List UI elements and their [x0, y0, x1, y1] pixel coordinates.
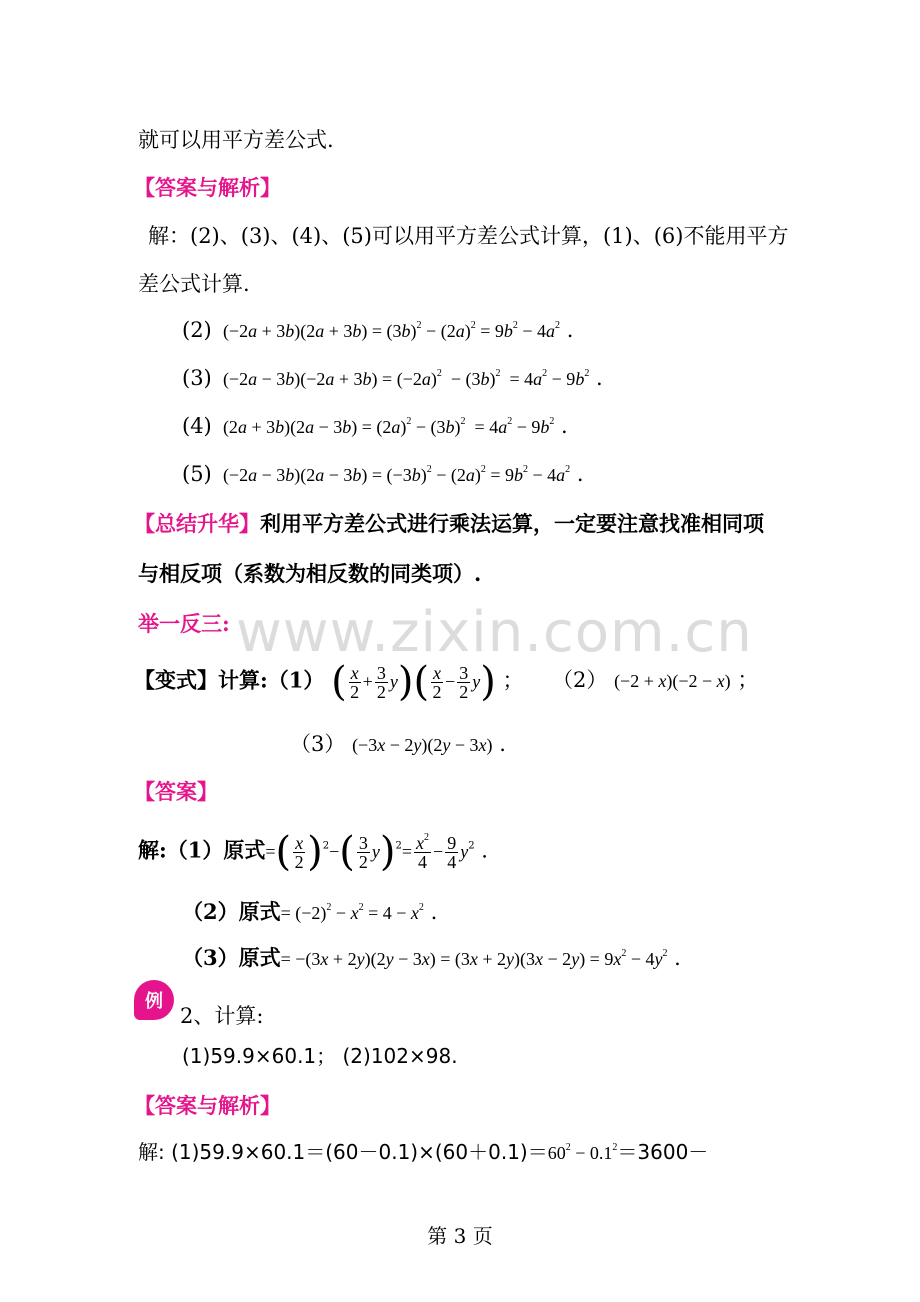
answer-analysis-heading-2: 【答案与解析】: [134, 1093, 281, 1118]
answer-1-label: 解:（1）原式: [138, 837, 266, 863]
answer-3: （3）原式= $-(3x + 2y)(2y - 3x) = (3x + 2y)(3x - 2y) = 9x^2 - 4y^2$ .: [182, 945, 681, 970]
variant-2-label: （2）: [552, 668, 608, 692]
solution-line-1: 解：(2)、(3)、(4)、(5)可以用平方差公式计算，(1)、(6)不能用平方: [148, 224, 789, 248]
equation-4: (4) $(2a + 3b)(2a - 3b) = (2a)^2 - (3b)^2 = 4a^2 - 9b^2$ .: [182, 414, 568, 438]
answer-2: （2）原式= $(-2)^2 - x^2 = 4 - x^2$ .: [182, 899, 438, 924]
equation-2: (2) $(-2a + 3b)(2a + 3b) = (3b)^2 - (2a)^2 = 9b^2 - 4a^2$ .: [182, 318, 574, 342]
equation-3-label: (3): [182, 366, 212, 390]
summary-text-1: 利用平方差公式进行乘法运算，一定要注意找准相同项: [260, 511, 764, 536]
example-2-solution-text: 解: (1)59.9×60.1＝(60－0.1)×(60＋0.1)＝: [138, 1140, 548, 1164]
summary-line-1: [134, 510, 764, 538]
summary-tag: 【总结升华】: [134, 511, 260, 536]
intro-text: 就可以用平方差公式.: [138, 128, 334, 152]
equation-5: (5) $(-2a - 3b)(2a - 3b) = (-3b)^2 - (2a)^2 = 9b^2 - 4a^2$ .: [182, 462, 584, 486]
answer-heading: 【答案】: [134, 779, 218, 804]
equation-3: (3) $(-2a - 3b)(-2a + 3b) = (-2a)^2 - (3b)^2 = 4a^2 - 9b^2$ .: [182, 366, 603, 390]
equation-5-body: $(-2a - 3b)(2a - 3b) = (-3b)^2 - (2a)^2 = 9b^2 - 4a^2$: [218, 464, 571, 485]
juyi-heading: 举一反三:: [138, 611, 230, 636]
equation-5-label: (5): [182, 462, 212, 486]
variant-line-1: 【变式】计算:（1） ( $\frac{x}{2}$ + $\frac{3}{2}$ y)( $\frac{x}{2}$ − $\frac{3}{2}$ y) ；: [134, 659, 524, 705]
summary-text-2: 与相反项（系数为相反数的同类项）.: [138, 561, 482, 586]
example-2-items: (1)59.9×60.1； (2)102×98.: [182, 1044, 458, 1068]
answer-1: 解:（1）原式=( $\frac{x}{2}$ )$^2$−( $\frac{3}{2}$ y)$^2$= $\frac{x^2}{4}$ − $\frac{9}{4}$ $y^2$ .: [138, 829, 488, 875]
variant-label: 【变式】计算:（1）: [134, 667, 325, 693]
example-2-title: 2、计算:: [180, 1004, 264, 1028]
equation-4-label: (4): [182, 414, 212, 438]
solution-line-2: 差公式计算.: [138, 272, 250, 296]
example-badge-icon: 例: [134, 980, 174, 1020]
equation-4-body: $(2a + 3b)(2a - 3b) = (2a)^2 - (3b)^2 = 4a^2 - 9b^2$: [218, 416, 555, 437]
answer-2-label: （2）原式: [182, 899, 281, 924]
variant-3-label: （3）: [290, 732, 346, 756]
equation-3-body: $(-2a - 3b)(-2a + 3b) = (-2a)^2 - (3b)^2 = 4a^2 - 9b^2$: [218, 368, 590, 389]
variant-2: （2） (−2 + x)(−2 − x) ；: [552, 668, 759, 692]
page-footer: 第 3 页: [427, 1224, 493, 1248]
variant-3: （3） (−3x − 2y)(2y − 3x) .: [290, 732, 506, 756]
equation-2-label: (2): [182, 318, 212, 342]
watermark: www.zixin.com.cn: [236, 600, 753, 665]
example-2-solution: 解: $(1)59.9\times 60.1=(60-0.1)\times(60+0.1)=60^2 - 0.1^2=3600-$: [138, 1140, 709, 1164]
answer-analysis-heading: 【答案与解析】: [134, 175, 281, 200]
example-2-solution-tail: ＝3600－: [617, 1140, 709, 1164]
answer-3-label: （3）原式: [182, 945, 281, 970]
equation-2-body: $(-2a + 3b)(2a + 3b) = (3b)^2 - (2a)^2 = 9b^2 - 4a^2$: [218, 320, 561, 341]
